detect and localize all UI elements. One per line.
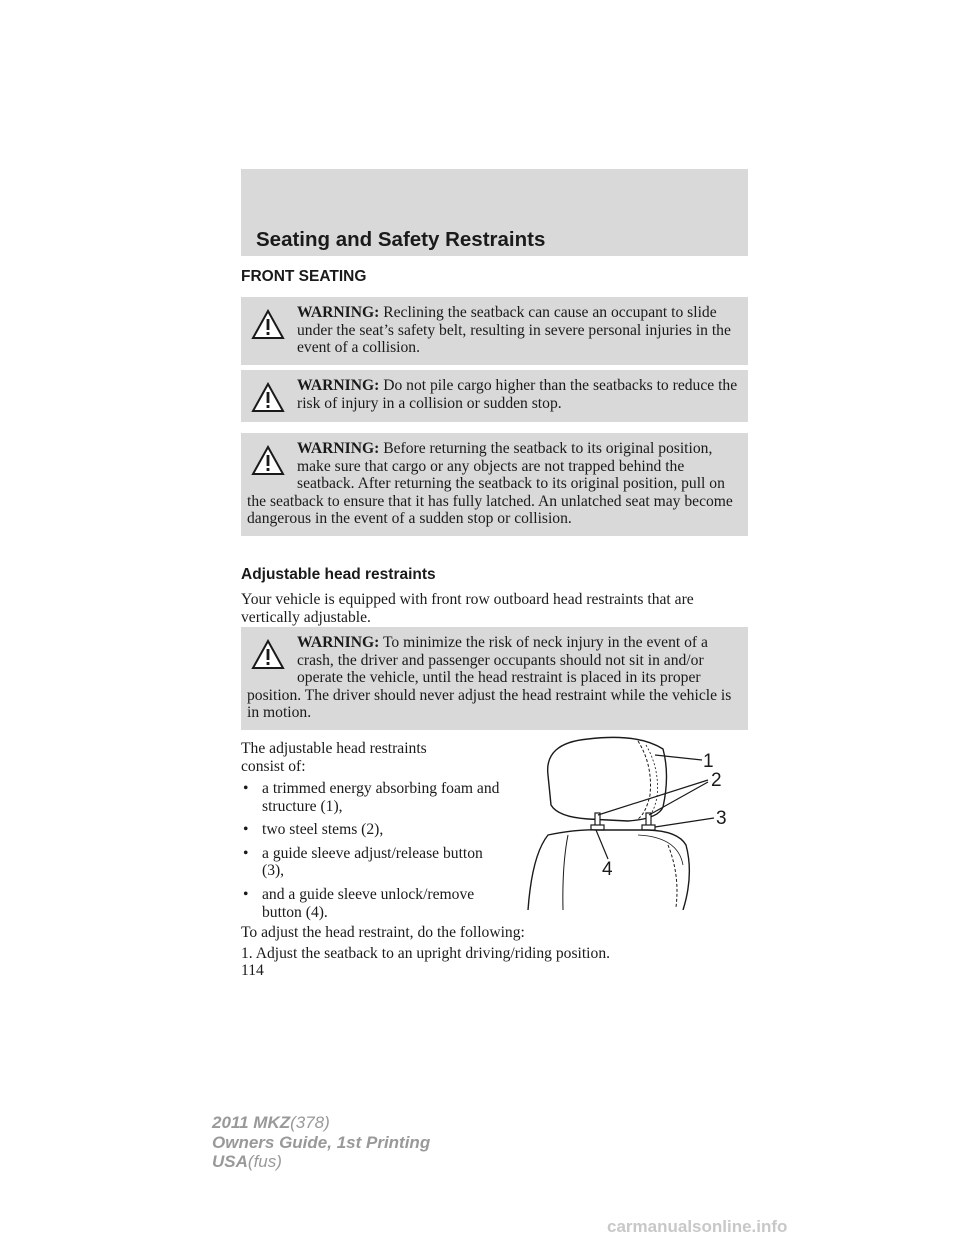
warning-label: WARNING:	[297, 634, 380, 651]
list-item	[241, 821, 501, 839]
warning-text: Before returning the seatback to its original position, make sure that cargo or any objects are not trapped behind the seatback. After returning the seatback to its original position, pull on the seatback to ensure that it has fully latched. An unlatched seat may become dangerous in the event of a sudden stop or collision.	[247, 440, 733, 528]
footer-printing: Owners Guide, 1st Printing	[212, 1132, 431, 1152]
list-item	[241, 845, 501, 880]
head-restraint-diagram	[518, 735, 748, 910]
bullet-symbol: •	[243, 780, 249, 797]
consist-intro: The adjustable head restraints consist of:	[241, 740, 427, 775]
footer-region: USA	[212, 1152, 248, 1171]
list-item	[241, 886, 501, 921]
warning-text: Do not pile cargo higher than the seatbacks to reduce the risk of injury in a collision or sudden stop.	[297, 377, 738, 412]
step-1: 1. Adjust the seatback to an upright driving/riding position.	[241, 945, 611, 962]
footer-code: (378)	[290, 1113, 330, 1132]
subheading-adjustable-head-restraints: Adjustable head restraints	[241, 566, 436, 583]
callout-1: 1	[703, 751, 714, 772]
callout-4: 4	[602, 859, 613, 880]
warning-box-2	[241, 370, 748, 422]
list-item	[241, 780, 501, 815]
component-list	[241, 780, 501, 927]
list-item-text: two steel stems (2),	[262, 821, 384, 839]
warning-label: WARNING:	[297, 440, 380, 457]
bullet-symbol: •	[243, 844, 249, 862]
section-heading: FRONT SEATING	[241, 268, 367, 285]
bullet-symbol: •	[243, 821, 249, 839]
callout-2: 2	[711, 770, 722, 791]
adjust-intro: To adjust the head restraint, do the following:	[241, 924, 525, 941]
callout-3: 3	[716, 808, 727, 829]
warning-box-1	[241, 297, 748, 365]
watermark: carmanualsonline.info	[607, 1217, 788, 1236]
warning-box-4	[241, 627, 748, 730]
print-footer	[212, 1113, 430, 1172]
page-title: Seating and Safety Restraints	[256, 228, 546, 251]
warning-text: Reclining the seatback can cause an occupant to slide under the seat’s safety belt, resulting in severe personal injuries in the event of a collision.	[297, 304, 731, 357]
footer-region-code: (fus)	[247, 1152, 282, 1171]
warning-triangle-icon	[251, 382, 285, 414]
warning-label: WARNING:	[297, 377, 380, 394]
warning-text: To minimize the risk of neck injury in the event of a crash, the driver and passenger occupants should not sit in and/or operate the vehicle, until the head restraint is placed in its proper position. The driver should never adjust the head restraint while the vehicle is in motion.	[247, 634, 732, 722]
page-number: 114	[241, 962, 264, 979]
warning-triangle-icon	[251, 639, 285, 671]
warning-label: WARNING:	[297, 304, 380, 321]
intro-paragraph: Your vehicle is equipped with front row outboard head restraints that are vertically adjustable.	[241, 591, 694, 626]
list-item-text: and a guide sleeve unlock/remove button (4).	[262, 885, 475, 921]
list-item-text: a trimmed energy absorbing foam and structure (1),	[262, 780, 500, 815]
warning-triangle-icon	[251, 445, 285, 477]
list-item-text: a guide sleeve adjust/release button (3),	[262, 844, 483, 880]
warning-box-3	[241, 433, 748, 536]
warning-triangle-icon	[251, 309, 285, 341]
bullet-symbol: •	[243, 885, 249, 903]
footer-model: 2011 MKZ	[212, 1113, 291, 1132]
